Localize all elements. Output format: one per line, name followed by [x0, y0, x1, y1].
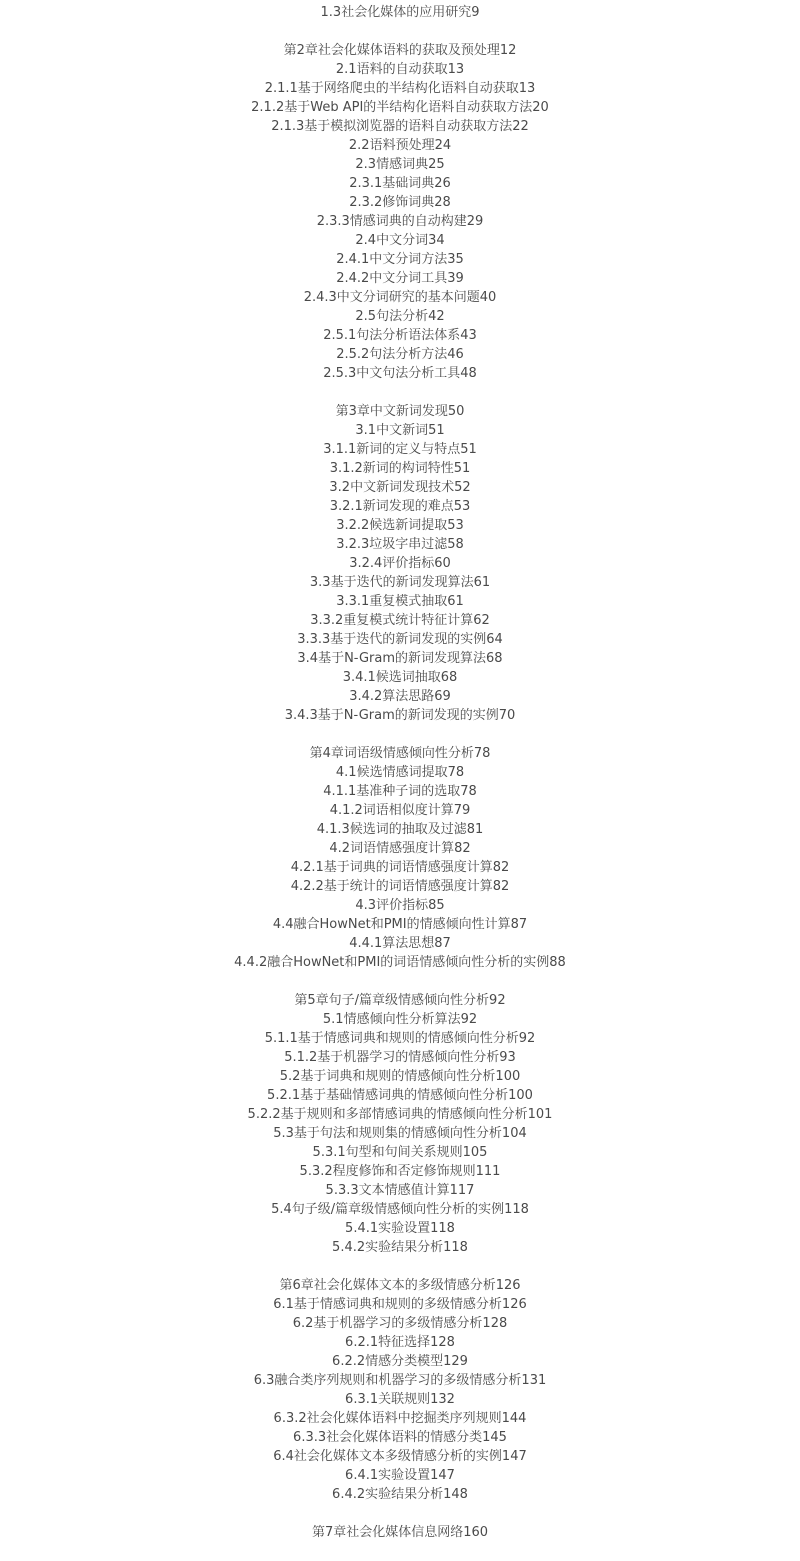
toc-chapter-group [0, 1523, 800, 1542]
toc-chapter-heading: 第6章社会化媒体文本的多级情感分析126 [279, 1278, 521, 1293]
toc-entry: 2.3.1基础词典26 [349, 176, 451, 191]
toc-entry: 3.4.2算法思路69 [349, 689, 451, 704]
toc-entry: 2.5句法分析42 [355, 309, 445, 324]
toc-entry: 6.3.2社会化媒体语料中挖掘类序列规则144 [273, 1411, 527, 1426]
toc-entry: 2.1.2基于Web API的半结构化语料自动获取方法20 [251, 100, 549, 115]
toc-entry: 2.4.1中文分词方法35 [336, 252, 464, 267]
toc-entry: 5.3.2程度修饰和否定修饰规则111 [299, 1164, 501, 1179]
toc-entry: 5.4句子级/篇章级情感倾向性分析的实例118 [271, 1202, 529, 1217]
toc-entry: 6.3.1关联规则132 [345, 1392, 455, 1407]
toc-entry: 2.3.3情感词典的自动构建29 [316, 214, 484, 229]
toc-entry: 2.4.3中文分词研究的基本问题40 [303, 290, 497, 305]
toc-entry: 5.1情感倾向性分析算法92 [322, 1012, 478, 1027]
toc-chapter-heading: 第5章句子/篇章级情感倾向性分析92 [294, 993, 506, 1008]
toc-entry: 3.1.2新词的构词特性51 [329, 461, 471, 476]
toc-chapter-heading: 第7章社会化媒体信息网络160 [311, 1525, 489, 1540]
toc-entry: 6.4.1实验设置147 [345, 1468, 455, 1483]
toc-entry: 2.4.2中文分词工具39 [336, 271, 464, 286]
toc-entry: 5.3基于句法和规则集的情感倾向性分析104 [273, 1126, 527, 1141]
toc-entry: 2.1.3基于模拟浏览器的语料自动获取方法22 [271, 119, 529, 134]
toc-entry: 4.3评价指标85 [355, 898, 445, 913]
toc-entry: 4.4融合HowNet和PMI的情感倾向性计算87 [272, 917, 528, 932]
toc-chapter-heading: 第2章社会化媒体语料的获取及预处理12 [283, 43, 517, 58]
toc-entry: 5.3.3文本情感值计算117 [325, 1183, 475, 1198]
toc-entry: 3.3.3基于迭代的新词发现的实例64 [297, 632, 503, 647]
toc-entry: 4.1.3候选词的抽取及过滤81 [316, 822, 484, 837]
toc-entry: 6.2基于机器学习的多级情感分析128 [292, 1316, 508, 1331]
toc-entry: 4.4.2融合HowNet和PMI的词语情感倾向性分析的实例88 [234, 955, 566, 970]
toc-entry: 2.5.1句法分析语法体系43 [323, 328, 477, 343]
toc-entry: 4.2词语情感强度计算82 [329, 841, 471, 856]
toc-entry: 3.4基于N-Gram的新词发现算法68 [297, 651, 503, 666]
toc-entry: 6.4.2实验结果分析148 [332, 1487, 468, 1502]
toc-entry: 5.1.1基于情感词典和规则的情感倾向性分析92 [264, 1031, 536, 1046]
toc-entry: 3.4.1候选词抽取68 [342, 670, 458, 685]
toc-entry: 5.1.2基于机器学习的情感倾向性分析93 [284, 1050, 516, 1065]
toc-chapter-heading: 第3章中文新词发现50 [335, 404, 465, 419]
toc-entry: 4.2.2基于统计的词语情感强度计算82 [290, 879, 510, 894]
toc-entry: 5.3.1句型和句间关系规则105 [312, 1145, 488, 1160]
toc-entry: 2.5.2句法分析方法46 [336, 347, 464, 362]
toc-entry: 3.1.1新词的定义与特点51 [323, 442, 477, 457]
toc-entry: 6.2.2情感分类模型129 [332, 1354, 468, 1369]
toc-entry: 3.3基于迭代的新词发现算法61 [309, 575, 491, 590]
toc-entry: 4.4.1算法思想87 [349, 936, 451, 951]
toc-entry: 3.3.1重复模式抽取61 [336, 594, 464, 609]
toc-chapter-group [0, 991, 800, 1257]
toc-entry: 1.3社会化媒体的应用研究9 [320, 5, 480, 20]
toc-entry: 2.5.3中文句法分析工具48 [323, 366, 477, 381]
toc-entry: 3.4.3基于N-Gram的新词发现的实例70 [284, 708, 516, 723]
toc-entry: 4.1.1基准种子词的选取78 [323, 784, 477, 799]
toc-entry: 5.2.1基于基础情感词典的情感倾向性分析100 [267, 1088, 533, 1103]
toc-entry: 4.2.1基于词典的词语情感强度计算82 [290, 860, 510, 875]
toc-entry: 6.2.1特征选择128 [345, 1335, 455, 1350]
toc-entry: 3.3.2重复模式统计特征计算62 [310, 613, 490, 628]
toc-entry: 6.1基于情感词典和规则的多级情感分析126 [273, 1297, 527, 1312]
toc-chapter-group [0, 744, 800, 972]
toc-entry: 2.1.1基于网络爬虫的半结构化语料自动获取13 [264, 81, 536, 96]
toc-entry: 3.2中文新词发现技术52 [329, 480, 471, 495]
toc-entry: 5.4.2实验结果分析118 [332, 1240, 468, 1255]
toc-chapter-group [0, 3, 800, 22]
toc-entry: 2.1语料的自动获取13 [335, 62, 465, 77]
toc-entry: 4.1候选情感词提取78 [335, 765, 465, 780]
table-of-contents [0, 3, 800, 1561]
toc-entry: 3.1中文新词51 [355, 423, 445, 438]
toc-entry: 3.2.4评价指标60 [349, 556, 451, 571]
toc-chapter-group [0, 41, 800, 383]
toc-entry: 2.4中文分词34 [355, 233, 445, 248]
toc-chapter-group [0, 1276, 800, 1504]
toc-entry: 2.3情感词典25 [355, 157, 445, 172]
toc-entry: 3.2.2候选新词提取53 [336, 518, 464, 533]
toc-entry: 5.2.2基于规则和多部情感词典的情感倾向性分析101 [247, 1107, 553, 1122]
toc-entry: 3.2.1新词发现的难点53 [329, 499, 471, 514]
toc-entry: 5.4.1实验设置118 [345, 1221, 455, 1236]
toc-entry: 2.3.2修饰词典28 [349, 195, 451, 210]
toc-entry: 6.4社会化媒体文本多级情感分析的实例147 [273, 1449, 527, 1464]
toc-chapter-heading: 第4章词语级情感倾向性分析78 [309, 746, 491, 761]
toc-chapter-group [0, 402, 800, 725]
toc-entry: 5.2基于词典和规则的情感倾向性分析100 [279, 1069, 521, 1084]
toc-entry: 2.2语料预处理24 [348, 138, 452, 153]
toc-entry: 6.3融合类序列规则和机器学习的多级情感分析131 [253, 1373, 547, 1388]
toc-entry: 4.1.2词语相似度计算79 [329, 803, 471, 818]
toc-entry: 6.3.3社会化媒体语料的情感分类145 [293, 1430, 507, 1445]
toc-entry: 3.2.3垃圾字串过滤58 [336, 537, 464, 552]
